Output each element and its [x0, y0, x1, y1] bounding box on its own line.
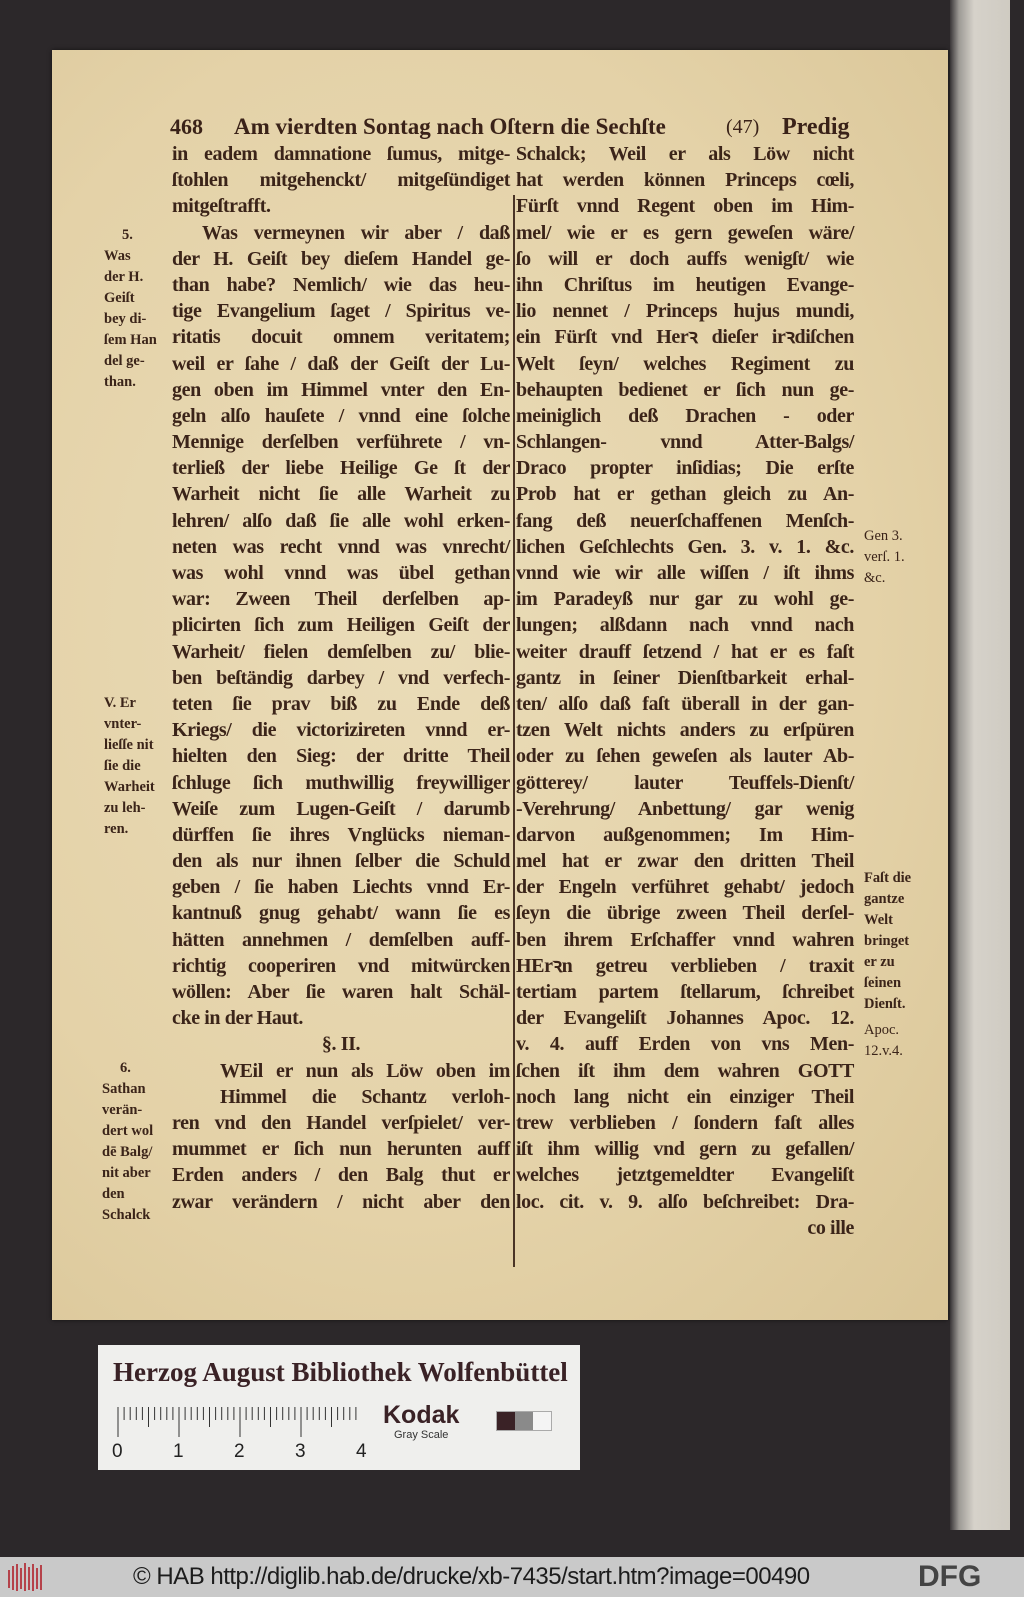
gray-swatches	[496, 1411, 552, 1431]
color-calibration-card	[98, 1345, 580, 1470]
left-text-line: hielten den Sieg: der dritte Theil	[172, 745, 510, 768]
margin-note-line: del ge-	[104, 353, 145, 369]
left-text-line: war: Zween Theil derſelben ap-	[172, 588, 510, 611]
margin-note-v	[104, 693, 155, 840]
left-text-line: WEil er nun als Löw oben im	[220, 1059, 510, 1082]
margin-note-line: er zu	[864, 954, 895, 970]
right-text-line: lichen Geſchlechts Gen. 3. v. 1. &c.	[516, 535, 854, 558]
right-text-line: vnnd wie wir alle wiſſen / iſt ihms	[516, 562, 854, 584]
gray-swatch	[497, 1412, 515, 1430]
left-text-line: wöllen: Aber ſie waren halt Schäl-	[172, 981, 510, 1003]
right-text-line: ihn Chriſtus im heutigen Evange-	[516, 273, 854, 296]
margin-note-line: der H.	[104, 269, 144, 285]
margin-note-line: Welt	[864, 912, 893, 928]
margin-note-line: Was	[104, 248, 131, 264]
left-text-line: in eadem damnatione ſumus, mitge-	[172, 143, 510, 165]
right-text-line: v. 4. auff Erden von vns Men-	[516, 1033, 854, 1056]
margin-note-line: den	[102, 1186, 125, 1202]
left-text-line: geln alſo hauſete / vnnd eine ſolche	[172, 404, 510, 427]
left-text-line: was wohl vnnd was übel gethan	[172, 562, 510, 584]
ruler-scale	[116, 1407, 361, 1437]
right-text-line: ein Fürſt vnd Herꝛ dieſer irꝛdiſchen	[516, 326, 854, 349]
left-text-line: Warheit nicht ſie alle Warheit zu	[172, 483, 510, 506]
right-text-line: mel hat er zwar den dritten Theil	[516, 850, 854, 873]
right-text-column	[516, 141, 854, 1241]
margin-note-line: bey di-	[104, 311, 147, 327]
left-text-line: teten ſie prav biß zu Ende deß	[172, 692, 510, 715]
margin-note-line: verän-	[102, 1102, 143, 1118]
margin-note-line: vnter-	[104, 716, 142, 732]
margin-note-line: Gen 3.	[864, 528, 903, 544]
right-text-line: behaupten bedienet er ſich nun ge-	[516, 378, 854, 401]
kodak-logo: Kodak	[383, 1401, 460, 1429]
left-text-line: den als nur ihnen ſelber die Schuld	[172, 850, 510, 873]
margin-note-line: V. Er	[104, 695, 136, 711]
right-text-line: ben ihrem Erſchaffer vnnd wahren	[516, 928, 854, 951]
right-text-line: oder zu ſehen geweſen als lauter Ab-	[516, 745, 854, 768]
ruler-number: 4	[356, 1441, 367, 1462]
left-text-line: tige Evangelium ſaget / Spiritus ve-	[172, 300, 510, 323]
margin-note-line: bringet	[864, 933, 910, 949]
dfg-logo: DFG	[918, 1560, 982, 1593]
left-text-line: gen oben im Himmel vnter den En-	[172, 378, 510, 401]
margin-note-line: 12.v.4.	[864, 1043, 903, 1059]
library-title: Herzog August Bibliothek Wolfenbüttel	[113, 1357, 568, 1387]
page-number: 468	[170, 114, 203, 139]
margin-note-apoc	[864, 1020, 903, 1062]
right-text-line: weiter drauff ſetzend / hat er es faſt	[516, 640, 854, 663]
margin-note-line: 6.	[120, 1060, 131, 1076]
margin-note-6	[102, 1058, 153, 1226]
left-text-line: richtig cooperiren vnd mitwürcken	[172, 954, 510, 977]
margin-note-5	[104, 225, 157, 393]
margin-note-line: Sathan	[102, 1081, 146, 1097]
running-title: Am vierdten Sontag nach Oſtern die Sechſte	[234, 114, 666, 139]
left-text-line: ritatis docuit omnem veritatem;	[172, 326, 510, 349]
left-text-line: lehren/ alſo daß ſie alle wohl erken-	[172, 509, 510, 532]
left-text-line: Erden anders / den Balg thut er	[172, 1164, 510, 1187]
gray-swatch	[533, 1412, 551, 1430]
sermon-label: Predig	[782, 114, 850, 140]
right-text-line: hat werden können Princeps cœli,	[516, 169, 854, 192]
right-text-line: ſchen iſt ihm dem wahren GOTT	[516, 1059, 854, 1082]
right-text-line: Fürſt vnnd Regent oben im Him-	[516, 195, 854, 218]
ruler-number: 3	[295, 1441, 306, 1462]
right-text-line: Schlangen- vnnd Atter-Balgs/	[516, 431, 854, 454]
right-text-line: lio nennet / Princeps hujus mundi,	[516, 300, 854, 323]
left-text-line: Mennige derſelben verführete / vn-	[172, 431, 510, 454]
left-text-line: plicirten ſich zum Heiligen Geiſt der	[172, 614, 510, 637]
left-text-line: Weiſe zum Lugen-Geiſt / darumb	[172, 797, 510, 820]
gray-scale-label: Gray Scale	[394, 1429, 449, 1441]
right-text-line: Prob hat er gethan gleich zu An-	[516, 483, 854, 506]
column-divider	[513, 195, 515, 1267]
copyright-url[interactable]: © HAB http://diglib.hab.de/drucke/xb-7435/start.htm?image=00490	[133, 1563, 810, 1590]
right-text-line: der Evangeliſt Johannes Apoc. 12.	[516, 1007, 854, 1030]
left-text-line: §. II.	[321, 1033, 361, 1056]
sermon-number: (47)	[726, 116, 760, 138]
gray-swatch	[515, 1412, 533, 1430]
margin-note-line: Schalck	[102, 1207, 151, 1223]
right-text-line: tertiam partem ſtellarum, ſchreibet	[516, 981, 854, 1003]
left-text-line: kantnuß gnug gehabt/ wann ſie es	[172, 902, 510, 925]
left-text-line: Was vermeynen wir aber / daß	[202, 221, 510, 244]
left-text-line: zwar verändern / nicht aber den	[172, 1190, 510, 1213]
left-text-line: ſchluge ſich muthwillig freywilliger	[172, 771, 510, 794]
right-text-line: welches jetztgemeldter Evangeliſt	[516, 1164, 854, 1187]
right-text-line: lungen; alßdann nach vnnd nach	[516, 614, 854, 637]
left-text-line: der H. Geiſt bey dieſem Handel ge-	[172, 247, 510, 270]
right-text-line: noch lang nicht ein einziger Theil	[516, 1085, 854, 1108]
right-text-line: fang deß neuerſchaffenen Menſch-	[516, 509, 854, 532]
left-text-line: Warheit/ fielen demſelben zu/ blie-	[172, 640, 510, 663]
margin-note-line: Warheit	[104, 779, 155, 795]
left-text-line: dürffen ſie ihres Vnglücks nieman-	[172, 823, 510, 846]
margin-note-gen	[864, 526, 905, 589]
ruler-number: 2	[234, 1441, 245, 1462]
right-text-line: meiniglich deß Drachen - oder	[516, 404, 854, 427]
right-text-line: Welt ſeyn/ welches Regiment zu	[516, 352, 854, 375]
right-text-line: tzen Welt nichts anders zu erſpüren	[516, 719, 854, 742]
ruler-number: 1	[173, 1441, 184, 1462]
margin-note-line: dert wol	[102, 1123, 154, 1139]
left-text-line: mitgeſtrafft.	[172, 195, 271, 218]
right-text-line: Draco propter inſidias; Die erſte	[516, 457, 854, 480]
left-text-line: ben beſtändig darbey / vnd verfech-	[172, 666, 510, 689]
right-text-line: co ille	[807, 1216, 854, 1239]
margin-note-line: lieſſe nit	[104, 737, 154, 753]
right-text-line: mel/ wie er es gern geweſen wäre/	[516, 221, 854, 244]
right-text-line: -Verehrung/ Anbettung/ gar wenig	[516, 797, 854, 820]
right-text-line: der Engeln verführet gehabt/ jedoch	[516, 876, 854, 899]
margin-note-line: ſeinen	[864, 975, 902, 991]
right-text-line: loc. cit. v. 9. alſo beſchreibet: Dra-	[516, 1190, 854, 1213]
left-text-line: weil er ſahe / daß der Geiſt der Lu-	[172, 352, 510, 375]
left-text-line: ren vnd den Handel verſpielet/ ver-	[172, 1111, 510, 1134]
left-text-line: geben / ſie haben Liechts vnnd Er-	[172, 876, 510, 899]
right-text-line: götterey/ lauter Teuffels-Dienſt/	[516, 771, 854, 794]
scanned-page	[52, 50, 948, 1320]
margin-note-line: Faſt die	[864, 870, 912, 886]
left-text-column	[172, 141, 510, 1215]
right-text-line: iſt ihm willig vnd gern zu gefallen/	[516, 1138, 854, 1161]
right-text-line: Schalck; Weil er als Löw nicht	[516, 143, 854, 165]
left-text-line: Kriegs/ die victorizireten vnnd er-	[172, 719, 510, 742]
margin-note-line: than.	[104, 374, 136, 390]
adjacent-page-edge	[950, 0, 1010, 1530]
margin-note-line: 5.	[122, 227, 133, 243]
margin-note-line: zu leh-	[104, 800, 146, 816]
right-text-line: ten/ alſo daß faſt überall in der gan-	[516, 692, 854, 715]
right-text-line: HErꝛn getreu verblieben / traxit	[516, 954, 854, 977]
margin-note-line: dē Balg/	[102, 1144, 153, 1160]
right-text-line: darvon außgenommen; Im Him-	[516, 823, 854, 846]
footer-bar	[0, 1557, 1024, 1597]
right-text-line: im Paradeyß nur gar zu wohl ge-	[516, 588, 854, 611]
margin-note-line: Apoc.	[864, 1022, 900, 1038]
left-text-line: mummet er ſich nun herunten auff	[172, 1138, 510, 1161]
margin-note-line: Geiſt	[104, 290, 135, 306]
margin-note-line: Dienſt.	[864, 996, 906, 1012]
margin-note-line: ren.	[104, 821, 129, 837]
right-text-line: gantz in ſeiner Dienſtbarkeit erhal-	[516, 666, 854, 689]
left-text-line: than habe? Nemlich/ wie das heu-	[172, 273, 510, 296]
hab-logo-icon	[6, 1562, 46, 1592]
margin-note-line: nit aber	[102, 1165, 151, 1181]
left-text-line: terließ der liebe Heilige Ge ſt der	[172, 457, 510, 480]
margin-note-line: ſem Han	[104, 332, 157, 348]
right-text-line: trew verblieben / ſondern faſt alles	[516, 1111, 854, 1134]
left-text-line: hätten annehmen / demſelben auff-	[172, 928, 510, 951]
margin-note-line: ſie die	[104, 758, 141, 774]
right-text-line: ſo will er doch auffs wenigſt/ wie	[516, 247, 854, 270]
margin-note-line: verſ. 1.	[864, 549, 905, 565]
left-text-line: ſtohlen mitgehenckt/ mitgeſündiget	[172, 169, 510, 192]
margin-note-welt	[864, 868, 911, 1015]
left-text-line: neten was recht vnnd was vnrecht/	[172, 535, 510, 558]
right-text-line: ſeyn die übrige zween Theil derſel-	[516, 902, 854, 925]
margin-note-line: &c.	[864, 570, 886, 586]
margin-note-line: gantze	[864, 891, 905, 907]
left-text-line: Himmel die Schantz verloh-	[220, 1085, 510, 1108]
left-text-line: cke in der Haut.	[172, 1007, 304, 1030]
ruler-number: 0	[112, 1441, 123, 1462]
